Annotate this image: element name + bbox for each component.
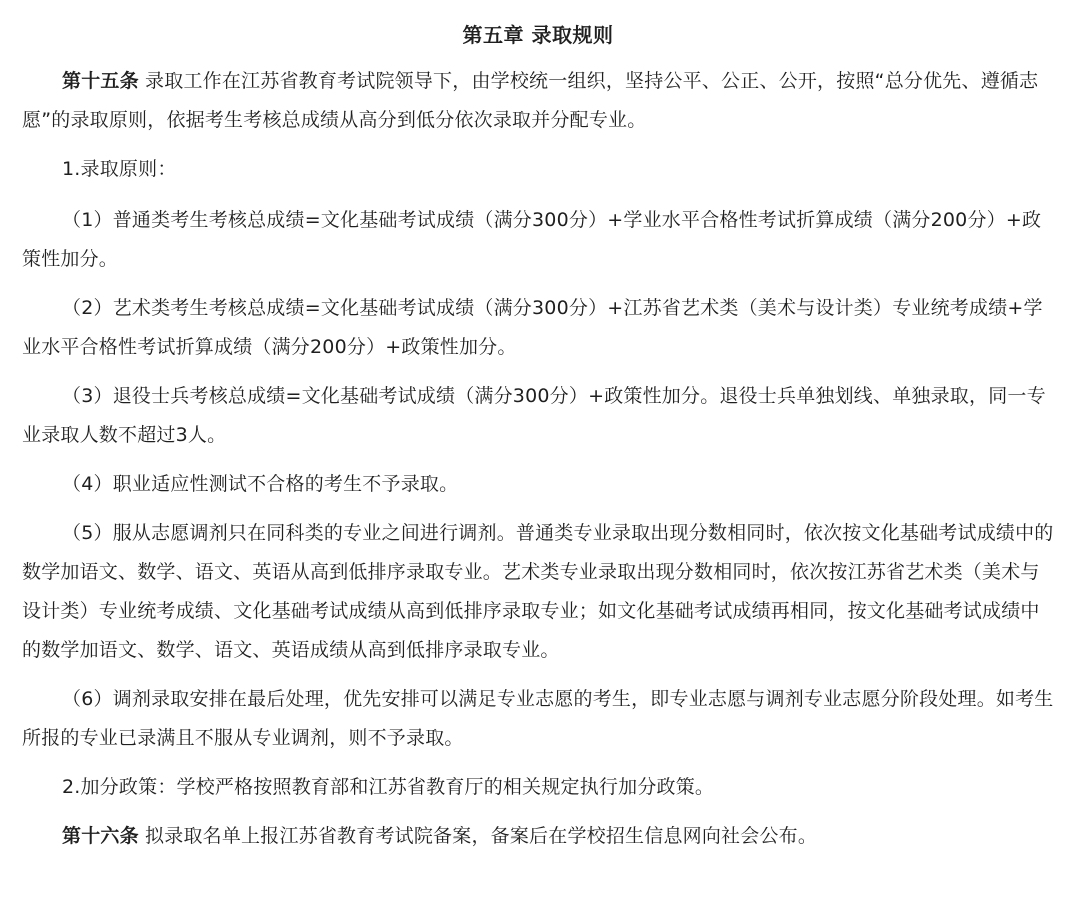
principles-heading: 1.录取原则：: [62, 158, 177, 180]
principle-item-4: （4）职业适应性测试不合格的考生不予录取。: [62, 473, 459, 495]
article-15-text: 录取工作在江苏省教育考试院领导下，由学校统一组织，坚持公平、公正、公开，按照“总分优先、遵循志愿”的录取原则，依据考生考核总成绩从高分到低分依次录取并分配专业。: [22, 70, 1039, 131]
article-15-label: 第十五条: [62, 70, 139, 92]
article-16-label: 第十六条: [62, 825, 139, 847]
principle-item-6: （6）调剂录取安排在最后处理，优先安排可以满足专业志愿的考生，即专业志愿与调剂专业志愿分阶段处理。如考生所报的专业已录满且不服从专业调剂，则不予录取。: [22, 688, 1054, 749]
article-15: [22, 62, 1054, 140]
principle-item-3: （3）退役士兵考核总成绩=文化基础考试成绩（满分300分）+政策性加分。退役士兵单独划线、单独录取，同一专业录取人数不超过3人。: [22, 385, 1046, 446]
principle-item-5: （5）服从志愿调剂只在同科类的专业之间进行调剂。普通类专业录取出现分数相同时，依次按文化基础考试成绩中的数学加语文、数学、语文、英语从高到低排序录取专业。艺术类专业录取出现分数相同时，依次按江苏省艺术类（美术与设计类）专业统考成绩、文化基础考试成绩从高到低排序录取专业；如文化基础考试成绩再相同，按文化基础考试成绩中的数学加语文、数学、语文、英语成绩从高到低排序录取专业。: [22, 522, 1054, 661]
principle-item-2: （2）艺术类考生考核总成绩=文化基础考试成绩（满分300分）+江苏省艺术类（美术与设计类）专业统考成绩+学业水平合格性考试折算成绩（满分200分）+政策性加分。: [22, 297, 1043, 358]
chapter-title: 第五章 录取规则: [462, 23, 614, 47]
article-16: [22, 817, 1054, 856]
bonus-policy: 2.加分政策：学校严格按照教育部和江苏省教育厅的相关规定执行加分政策。: [62, 776, 715, 798]
article-16-text: 拟录取名单上报江苏省教育考试院备案，备案后在学校招生信息网向社会公布。: [138, 825, 818, 847]
principle-item-1: （1）普通类考生考核总成绩=文化基础考试成绩（满分300分）+学业水平合格性考试折算成绩（满分200分）+政策性加分。: [22, 209, 1042, 270]
